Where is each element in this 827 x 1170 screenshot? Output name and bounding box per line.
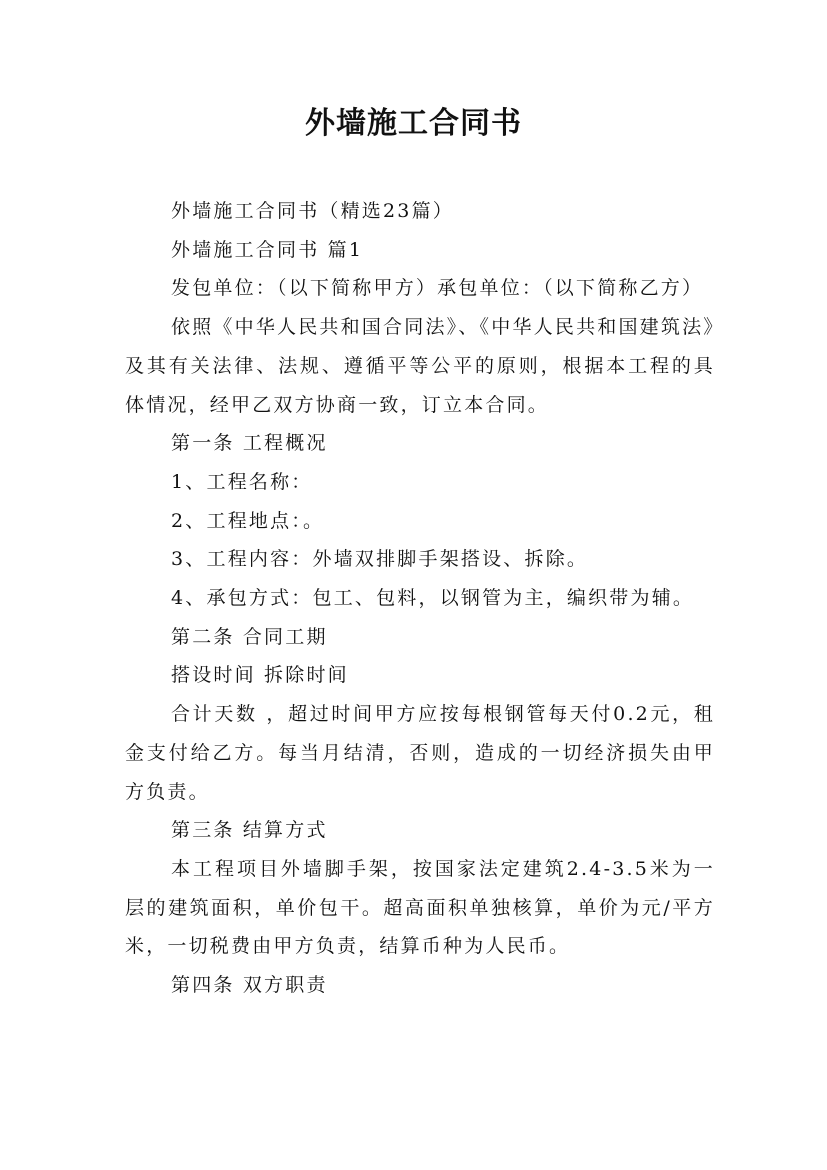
paragraph-section-heading: 外墙施工合同书 篇1 <box>171 238 364 261</box>
article-2-heading: 第二条 合同工期 <box>171 625 328 648</box>
paragraph-parties: 发包单位：（以下简称甲方）承包单位：（以下简称乙方） <box>171 277 704 300</box>
article-1-heading: 第一条 工程概况 <box>171 432 328 455</box>
article-3-heading: 第三条 结算方式 <box>171 819 328 842</box>
article-2-total-days: 合计天数 ，超过时间甲方应按每根钢管每天付0.2元，租金支付给乙方。每当月结清，否则，造成的一切经济损失由甲方负责。 <box>125 703 715 803</box>
article-1-item-2: 2、工程地点：。 <box>171 509 325 532</box>
article-1-item-4: 4、承包方式：包工、包料，以钢管为主，编织带为辅。 <box>171 587 695 610</box>
document-body <box>125 192 715 1005</box>
article-4-heading: 第四条 双方职责 <box>171 974 328 997</box>
article-1-item-3: 3、工程内容：外墙双排脚手架搭设、拆除。 <box>171 548 589 571</box>
paragraph-preamble: 依照《中华人民共和国合同法》、《中华人民共和国建筑法》及其有关法律、法规、遵循平等公平的原则，根据本工程的具体情况，经甲乙双方协商一致，订立本合同。 <box>125 316 715 416</box>
article-2-times: 搭设时间 拆除时间 <box>171 664 349 687</box>
article-1-item-1: 1、工程名称： <box>171 470 313 493</box>
article-3-settlement: 本工程项目外墙脚手架，按国家法定建筑2.4-3.5米为一层的建筑面积，单价包干。超高面积单独核算，单价为元/平方米，一切税费由甲方负责，结算币种为人民币。 <box>125 857 715 958</box>
paragraph-subtitle: 外墙施工合同书（精选23篇） <box>171 200 454 222</box>
document-title: 外墙施工合同书 <box>305 106 522 141</box>
